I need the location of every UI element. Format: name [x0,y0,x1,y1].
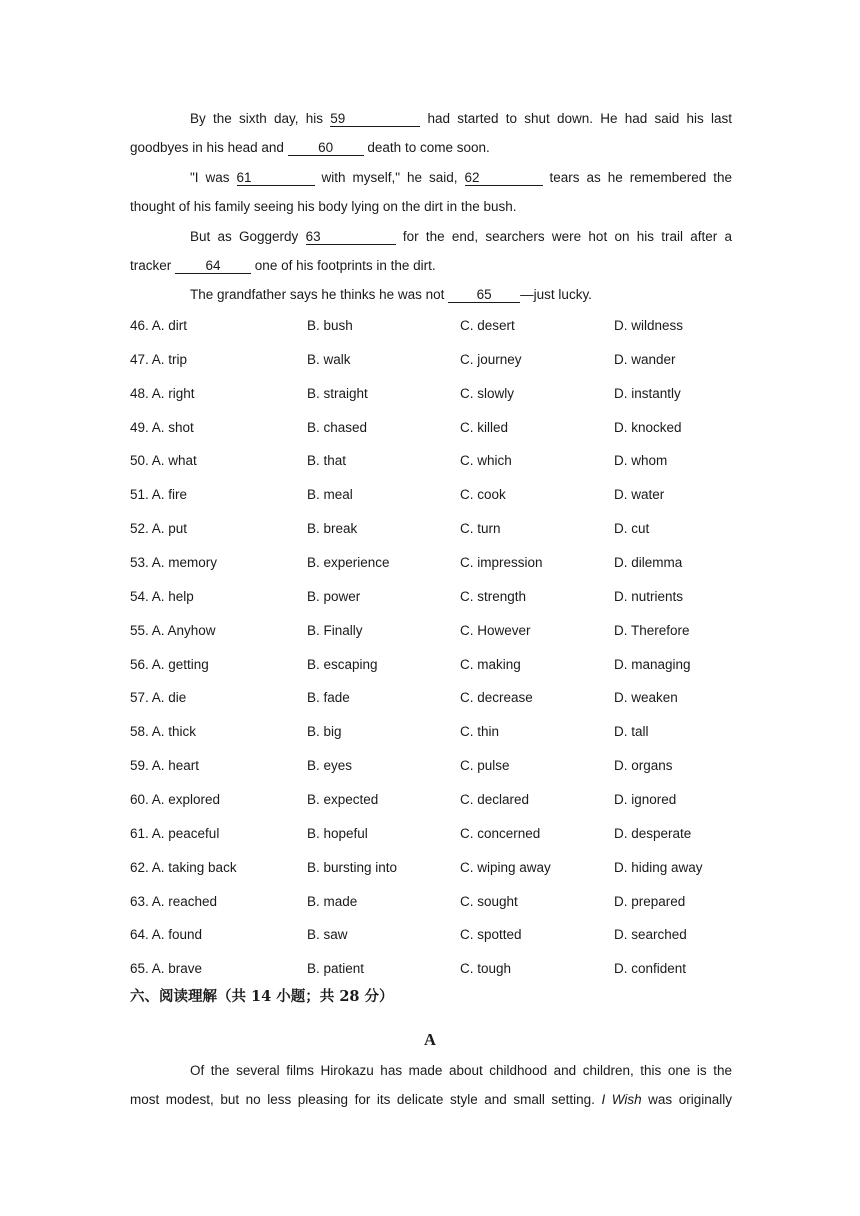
option-a: 46. A. dirt [130,318,188,333]
blank-64: 64 [175,258,251,274]
blank-60: 60 [288,140,364,156]
option-d: D. weaken [614,690,678,706]
option-d: D. cut [614,521,650,537]
option-d: D. ignored [614,791,677,807]
option-d: D. instantly [614,385,681,401]
option-d: D. Therefore [614,622,690,638]
text: tracker [130,258,172,273]
option-a: 51. A. fire [130,487,188,503]
text: death to come soon. [367,140,490,155]
option-b: B. bursting into [307,859,398,875]
option-a: 54. A. help [130,588,194,604]
option-d: D. wander [614,351,676,367]
option-a: 61. A. peaceful [130,825,220,841]
reading-passage-line-2 [130,1085,732,1114]
blank-59: 59 [330,111,420,127]
option-b: B. Finally [307,622,363,638]
option-b: B. eyes [307,758,353,773]
option-b: B. walk [307,351,351,367]
text: The grandfather says he thinks he was not [190,287,445,302]
text: for the end, searchers were hot on his trail after a [402,229,732,244]
blank-63: 63 [306,229,396,245]
option-a: 48. A. right [130,385,195,401]
option-a: 63. A. reached [130,893,218,909]
option-b: B. escaping [307,656,378,672]
option-b: B. bush [307,318,353,333]
option-d: D. wildness [614,318,684,333]
film-title: I Wish [601,1092,642,1107]
text: Of the several films Hirokazu has made about childhood and children, this one is the [190,1063,732,1078]
option-d: D. organs [614,758,673,773]
option-b: B. experience [307,555,390,570]
option-b: B. power [307,588,361,604]
option-c: C. decrease [460,690,533,706]
text: But as Goggerdy [190,229,299,244]
option-c: C. cook [460,487,506,503]
option-a: 57. A. die [130,690,187,706]
option-a: 62. A. taking back [130,859,237,875]
option-c: C. pulse [460,758,510,773]
option-b: B. saw [307,927,348,943]
option-d: D. confident [614,961,687,977]
option-b: B. expected [307,791,379,807]
option-c: C. wiping away [460,859,551,875]
option-c: C. concerned [460,825,541,841]
option-d: D. knocked [614,419,682,435]
option-b: B. made [307,893,358,909]
option-c: C. thin [460,724,500,740]
option-b: B. patient [307,961,365,977]
option-c: C. making [460,656,521,672]
option-a: 47. A. trip [130,351,188,367]
text: —just lucky. [520,287,592,302]
option-c: C. slowly [460,385,515,401]
reading-passage-line-1 [130,1056,732,1085]
option-b: B. break [307,521,358,537]
option-d: D. searched [614,927,687,943]
text: By the sixth day, his [190,111,323,126]
option-a: 50. A. what [130,453,197,469]
option-b: B. fade [307,690,350,706]
option-c: C. declared [460,791,530,807]
option-c: C. sought [460,893,518,909]
option-b: B. meal [307,487,353,503]
text: one of his footprints in the dirt. [254,258,436,273]
option-b: B. big [307,724,342,740]
option-c: C. However [460,622,531,638]
option-a: 58. A. thick [130,724,197,740]
option-c: C. spotted [460,927,522,943]
option-a: 60. A. explored [130,791,221,807]
cloze-paragraph-3-line-2 [130,251,732,280]
option-d: D. water [614,487,665,503]
passage-letter: A [424,1030,436,1049]
option-d: D. desperate [614,825,692,841]
option-a: 52. A. put [130,521,188,537]
option-a: 49. A. shot [130,419,194,435]
text: thought of his family seeing his body lying on the dirt in the bush. [130,199,517,214]
section-heading: 六、阅读理解（共 14 小题；共 28 分） [130,988,394,1005]
option-a: 64. A. found [130,927,203,943]
option-d: D. tall [614,724,649,740]
option-c: C. turn [460,521,501,537]
cloze-paragraph-2 [130,163,732,192]
option-c: C. which [460,453,512,469]
cloze-paragraph-1 [130,104,732,133]
option-b: B. that [307,453,347,469]
option-d: D. whom [614,453,668,469]
blank-65: 65 [448,287,520,303]
option-a: 53. A. memory [130,555,218,570]
option-a: 65. A. brave [130,961,203,977]
option-a: 59. A. heart [130,758,200,773]
option-b: B. chased [307,419,368,435]
option-a: 55. A. Anyhow [130,622,216,638]
text: had started to shut down. He had said his last [427,111,732,126]
blank-61: 61 [237,170,315,186]
option-c: C. tough [460,961,512,977]
text: "I was [190,170,230,185]
option-c: C. impression [460,555,543,570]
option-b: B. straight [307,385,368,401]
option-c: C. killed [460,419,509,435]
option-d: D. nutrients [614,588,684,604]
cloze-paragraph-2-line-2 [130,192,732,221]
cloze-paragraph-1-line-2 [130,133,732,162]
cloze-paragraph-4 [130,280,732,309]
text: was originally [648,1092,732,1107]
text: with myself," he said, [321,170,458,185]
option-c: C. desert [460,318,515,333]
option-a: 56. A. getting [130,656,209,672]
option-d: D. dilemma [614,555,683,570]
text: most modest, but no less pleasing for its delicate style and small setting. [130,1092,595,1107]
text: goodbyes in his head and [130,140,284,155]
option-c: C. journey [460,351,522,367]
text: tears as he remembered the [549,170,732,185]
option-d: D. managing [614,656,691,672]
blank-62: 62 [465,170,543,186]
option-d: D. prepared [614,893,686,909]
option-d: D. hiding away [614,859,703,875]
option-b: B. hopeful [307,825,368,841]
cloze-paragraph-3 [130,222,732,251]
option-c: C. strength [460,588,527,604]
